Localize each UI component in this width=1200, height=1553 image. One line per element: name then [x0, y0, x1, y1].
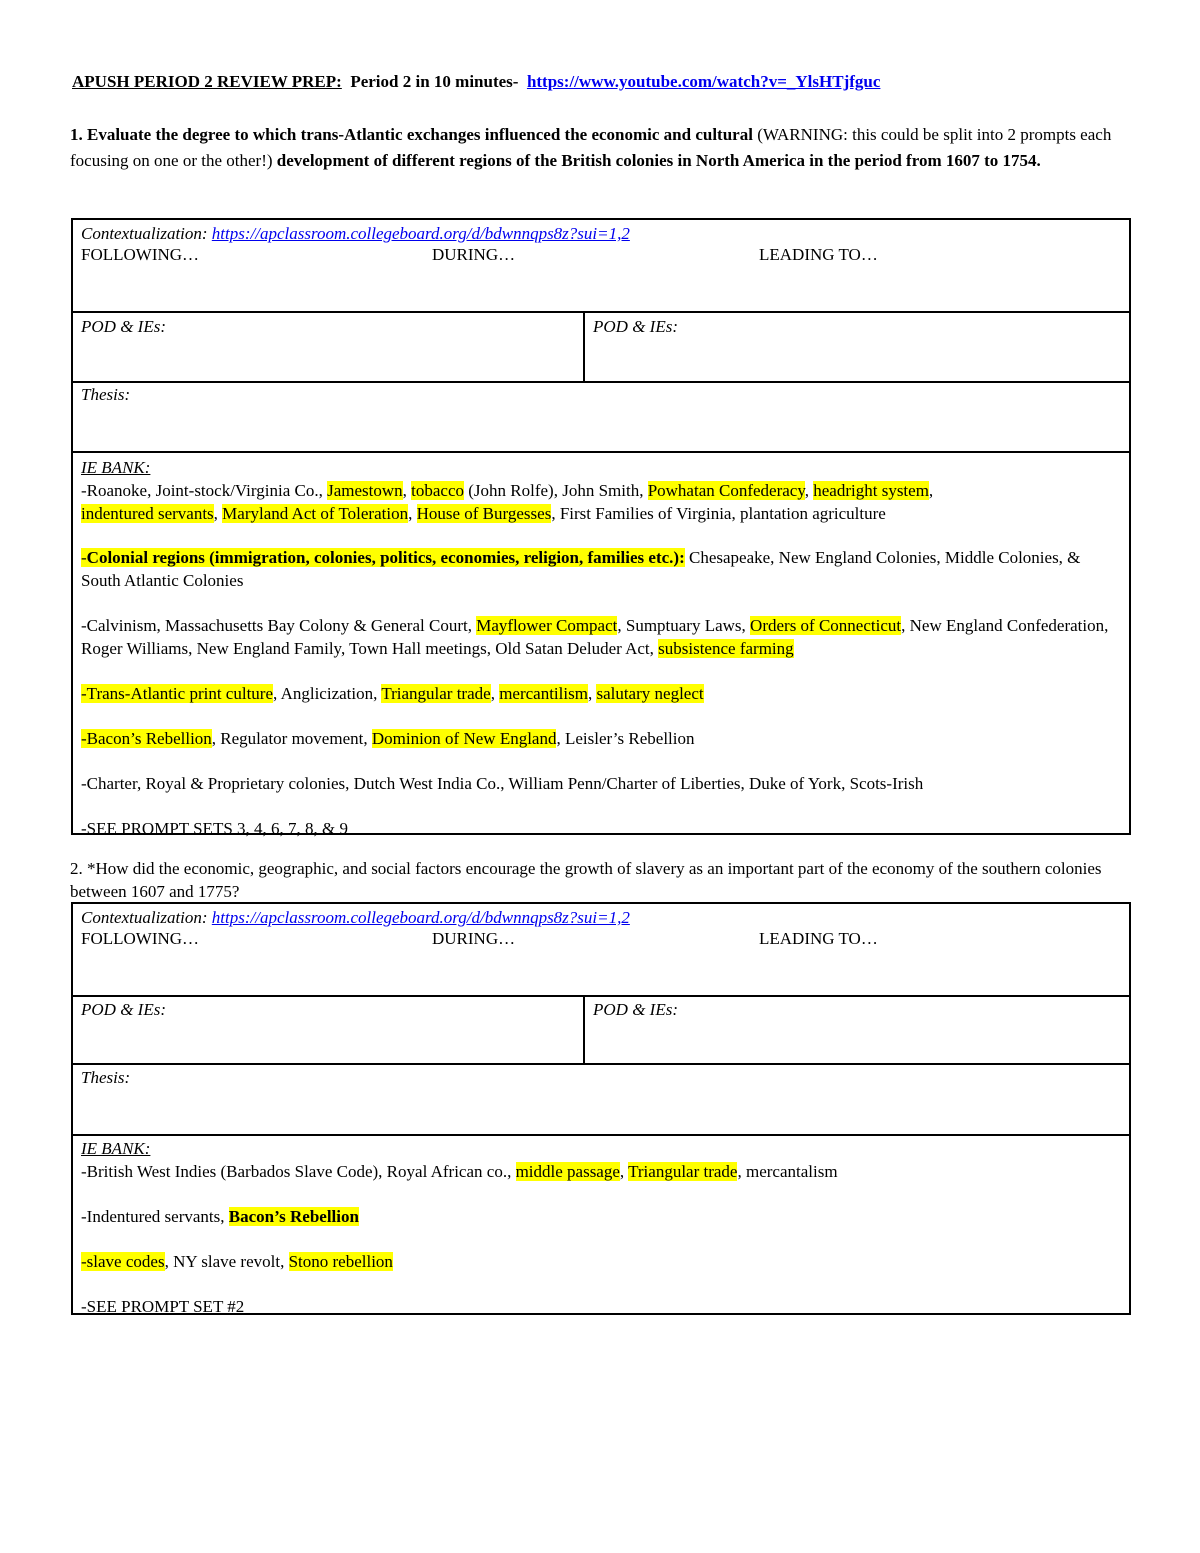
- bank1-line-7: -SEE PROMPT SETS 3, 4, 6, 7, 8, & 9: [81, 819, 349, 838]
- ie-bank-2: [81, 1137, 1121, 1318]
- pod-row-1: [73, 313, 1129, 383]
- context-link[interactable]: https://apclassroom.collegeboard.org/d/bdwnnqps8z?sui=1,2: [211, 224, 630, 243]
- thesis-label: Thesis:: [81, 1068, 131, 1087]
- bank2-line-1: -British West Indies (Barbados Slave Code), Royal African co., middle passage, Triangular trade, mercantalism: [81, 1162, 838, 1181]
- prompt-2: 2. *How did the economic, geographic, and social factors encourage the growth of slavery as an important part of the economy of the southern colonies between 1607 and 1775?: [70, 859, 1102, 901]
- pod-label-left: POD & IEs:: [81, 317, 166, 336]
- leading-to-label: LEADING TO…: [759, 929, 878, 948]
- organizer-box-2: [71, 902, 1131, 1315]
- during-label: DURING…: [432, 245, 516, 264]
- prompt-1-warning: (WARNING: this could be split into 2 prompts each focusing on one or the other!): [70, 125, 1112, 170]
- prompt-1: [70, 122, 1132, 174]
- context-row-2: [73, 904, 1129, 997]
- ie-bank-label: IE BANK:: [81, 458, 151, 477]
- title-label: APUSH PERIOD 2 REVIEW PREP:: [72, 72, 342, 91]
- leading-to-label: LEADING TO…: [759, 245, 878, 264]
- pod-row-2: [73, 997, 1129, 1065]
- bank1-line-4: -Trans-Atlantic print culture, Anglicization, Triangular trade, mercantilism, salutary neglect: [81, 684, 704, 703]
- organizer-box-1: [71, 218, 1131, 838]
- bank1-line-5: -Bacon’s Rebellion, Regulator movement, Dominion of New England, Leisler’s Rebellion: [81, 729, 695, 748]
- thesis-label: Thesis:: [81, 385, 131, 404]
- context-label: Contextualization:: [81, 224, 208, 243]
- thesis-row-2: [73, 1065, 1129, 1136]
- pod-label-right: POD & IEs:: [593, 317, 678, 336]
- pod-label-right: POD & IEs:: [593, 1000, 678, 1019]
- bank2-line-3: -slave codes, NY slave revolt, Stono rebellion: [81, 1252, 393, 1271]
- following-label: FOLLOWING…: [81, 929, 200, 948]
- bank1-line-3: -Calvinism, Massachusetts Bay Colony & General Court, Mayflower Compact, Sumptuary Laws, Orders of Connecticut, New England Confederation, Roger Williams, New England Family, Town Hall meetings, Old Satan Deluder Act, subsistence farming: [81, 616, 1109, 658]
- ie-bank-row-2: [73, 1136, 1129, 1314]
- prompt-1-number: 1.: [70, 125, 83, 144]
- prompt-1-text-a: Evaluate the degree to which trans-Atlantic exchanges influenced the economic and cultural: [87, 125, 753, 144]
- bank2-line-4: -SEE PROMPT SET #2: [81, 1297, 245, 1316]
- ie-bank-1: [81, 456, 1121, 840]
- bank2-line-2: -Indentured servants, Bacon’s Rebellion: [81, 1207, 359, 1226]
- context-label: Contextualization:: [81, 908, 208, 927]
- title-subtitle: Period 2 in 10 minutes-: [350, 72, 519, 91]
- bank1-line-1: -Roanoke, Joint-stock/Virginia Co., Jamestown, tobacco (John Rolfe), John Smith, Powhatan Confederacy, headright system, indentured servants, Maryland Act of Toleration, House of Burgesses, First Families of Virginia, plantation agriculture: [81, 481, 934, 523]
- bank1-line-2: -Colonial regions (immigration, colonies, politics, economies, religion, families etc.): Chesapeake, New England Colonies, Middle Colonies, & South Atlantic Colonies: [81, 548, 1081, 590]
- bank1-line-6: -Charter, Royal & Proprietary colonies, Dutch West India Co., William Penn/Charter of Liberties, Duke of York, Scots-Irish: [81, 774, 924, 793]
- during-label: DURING…: [432, 929, 516, 948]
- ie-bank-row-1: [73, 453, 1129, 838]
- pod-label-left: POD & IEs:: [81, 1000, 166, 1019]
- context-link[interactable]: https://apclassroom.collegeboard.org/d/bdwnnqps8z?sui=1,2: [211, 908, 630, 927]
- page-title: [72, 72, 880, 92]
- prompt-1-text-b: development of different regions of the British colonies in North America in the period from 1607 to 1754.: [276, 151, 1041, 170]
- video-link[interactable]: https://www.youtube.com/watch?v=_YlsHTjfguc: [526, 72, 881, 91]
- context-row-1: [73, 220, 1129, 313]
- thesis-row-1: [73, 383, 1129, 453]
- ie-bank-label: IE BANK:: [81, 1139, 151, 1158]
- following-label: FOLLOWING…: [81, 245, 200, 264]
